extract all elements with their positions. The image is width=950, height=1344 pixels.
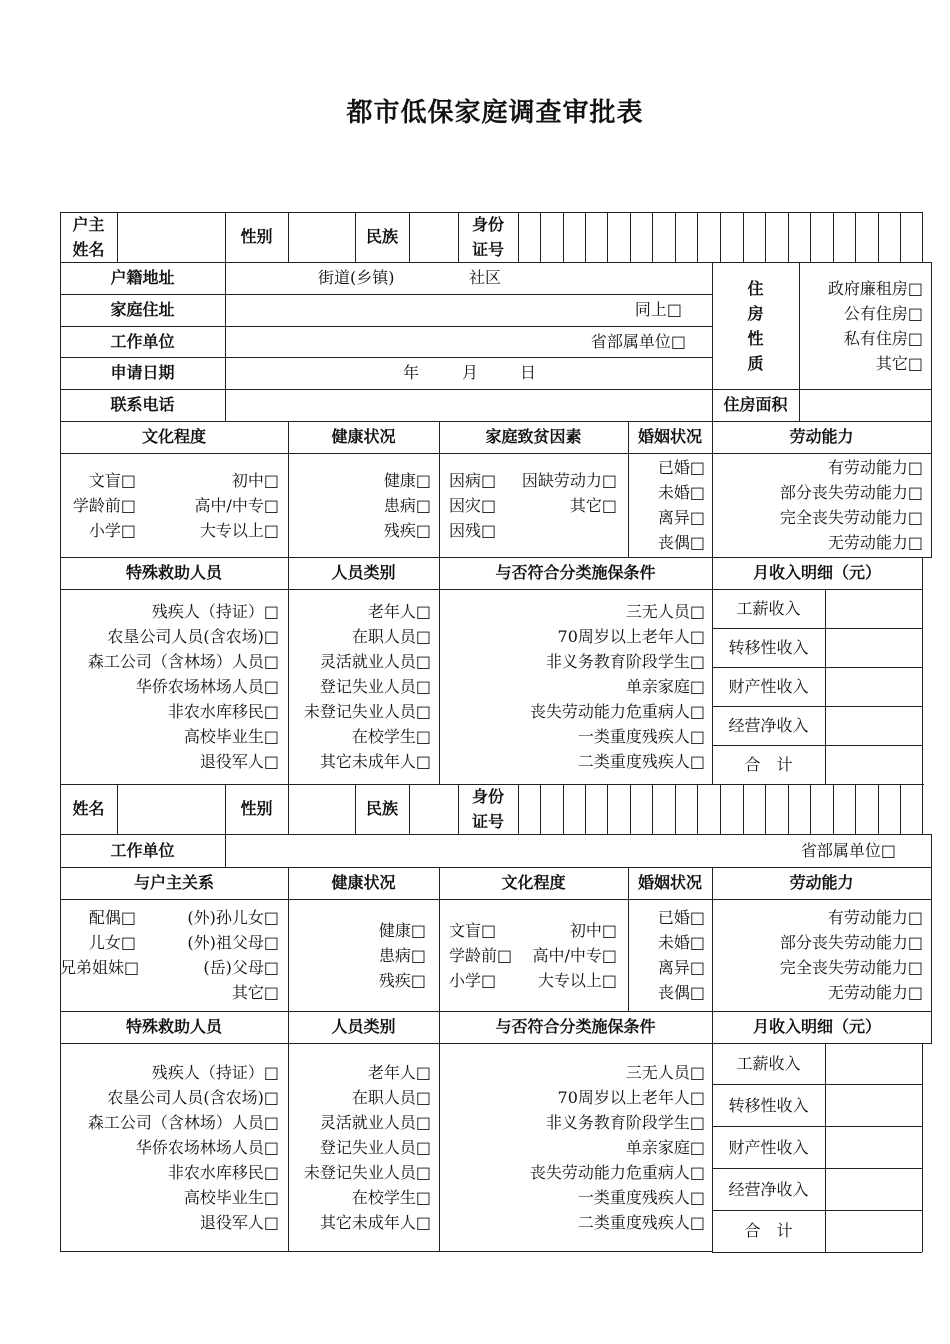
member-education-options-right[interactable]: 初中□ 高中/中专□ 大专以上□ [532, 921, 617, 990]
poverty-options-right[interactable]: 因缺劳动力□ 其它□ [521, 471, 617, 515]
registered-address-label: 户籍地址 [110, 268, 175, 287]
income-transfer: 转移性收入 [728, 638, 809, 657]
income-salary: 工薪收入 [736, 599, 801, 618]
member-marital-header: 婚姻状况 [637, 873, 702, 892]
member-marital-options[interactable]: 已婚□ 未婚□ 离异□ 丧偶□ [657, 908, 705, 1002]
id-number-label: 身份 证号 [471, 215, 504, 259]
education-options-left[interactable]: 文盲□ 学龄前□ 小学□ [72, 471, 136, 540]
street-fill: 街道(乡镇) [318, 268, 395, 287]
date-year: 年 [403, 363, 420, 382]
member-gender-label: 性别 [240, 799, 273, 818]
category-options[interactable]: 老年人□ 在职人员□ 灵活就业人员□ 登记失业人员□ 未登记失业人员□ 在校学生□ 其它未成年人□ [303, 602, 431, 771]
special-aid-options[interactable]: 残疾人（持证）□ 农垦公司人员(含农场)□ 森工公司（含林场）人员□ 华侨农场林场人员□ 非农水库移民□ 高校毕业生□ 退役军人□ [87, 602, 279, 771]
member-income-total: 合 计 [744, 1221, 793, 1240]
member-relation-options-left[interactable]: 配偶□ 儿女□ 兄弟姐妹□ [60, 908, 140, 977]
labor-header: 劳动能力 [789, 427, 854, 446]
labor-options[interactable]: 有劳动能力□ 部分丧失劳动能力□ 完全丧失劳动能力□ 无劳动能力□ [779, 458, 923, 552]
education-options-right[interactable]: 初中□ 高中/中专□ 大专以上□ [194, 471, 279, 540]
ethnicity-label: 民族 [365, 227, 398, 246]
member-health-header: 健康状况 [331, 873, 396, 892]
housing-options[interactable]: 政府廉租房□ 公有住房□ 私有住房□ 其它□ [827, 279, 923, 373]
marital-options[interactable]: 已婚□ 未婚□ 离异□ 丧偶□ [657, 458, 705, 552]
member-education-header: 文化程度 [501, 873, 566, 892]
member-conditions-header: 与否符合分类施保条件 [495, 1017, 656, 1036]
owner-name-label: 户主 姓名 [72, 215, 105, 259]
education-header: 文化程度 [141, 427, 206, 446]
health-header: 健康状况 [331, 427, 396, 446]
income-total: 合 计 [744, 755, 793, 774]
phone-label: 联系电话 [110, 395, 175, 414]
member-income-salary: 工薪收入 [736, 1054, 801, 1073]
income-business: 经营净收入 [728, 716, 809, 735]
page-title: 都市低保家庭调查审批表 [346, 98, 644, 128]
home-address-label: 家庭住址 [110, 300, 175, 319]
member-special-aid-options[interactable]: 残疾人（持证）□ 农垦公司人员(含农场)□ 森工公司（含林场）人员□ 华侨农场林场人员□ 非农水库移民□ 高校毕业生□ 退役军人□ [87, 1063, 279, 1232]
member-conditions-options[interactable]: 三无人员□ 70周岁以上老年人□ 非义务教育阶段学生□ 单亲家庭□ 丧失劳动能力危重病人□ 一类重度残疾人□ 二类重度残疾人□ [529, 1063, 705, 1232]
gender-label: 性别 [240, 227, 273, 246]
conditions-options[interactable]: 三无人员□ 70周岁以上老年人□ 非义务教育阶段学生□ 单亲家庭□ 丧失劳动能力危重病人□ 一类重度残疾人□ 二类重度残疾人□ [529, 602, 705, 771]
apply-date-label: 申请日期 [110, 363, 175, 382]
member-labor-header: 劳动能力 [789, 873, 854, 892]
member-name-label: 姓名 [72, 799, 105, 818]
member-income-property: 财产性收入 [728, 1138, 809, 1157]
special-aid-header: 特殊救助人员 [125, 563, 222, 582]
date-month: 月 [462, 363, 479, 382]
member-special-aid-header: 特殊救助人员 [125, 1017, 222, 1036]
community-fill: 社区 [469, 268, 502, 287]
member-education-options-left[interactable]: 文盲□ 学龄前□ 小学□ [449, 921, 513, 990]
member-income-business: 经营净收入 [728, 1180, 809, 1199]
member-work-unit-label: 工作单位 [110, 841, 175, 860]
income-header: 月收入明细（元） [752, 563, 881, 582]
member-id-number-label: 身份 证号 [471, 787, 504, 831]
category-header: 人员类别 [331, 563, 396, 582]
housing-area-label: 住房面积 [723, 395, 788, 414]
income-property: 财产性收入 [728, 677, 809, 696]
member-labor-options[interactable]: 有劳动能力□ 部分丧失劳动能力□ 完全丧失劳动能力□ 无劳动能力□ [779, 908, 923, 1002]
work-unit-label: 工作单位 [110, 332, 175, 351]
member-health-options[interactable]: 健康□ 患病□ 残疾□ [378, 921, 426, 990]
date-day: 日 [520, 363, 537, 382]
poverty-factor-header: 家庭致贫因素 [485, 427, 582, 446]
same-as-above-checkbox[interactable]: 同上□ [634, 300, 682, 319]
health-options[interactable]: 健康□ 患病□ 残疾□ [383, 471, 431, 540]
member-income-header: 月收入明细（元） [752, 1017, 881, 1036]
marital-header: 婚姻状况 [637, 427, 702, 446]
housing-nature-label: 住 房 性 质 [747, 279, 764, 373]
member-ethnicity-label: 民族 [365, 799, 398, 818]
provincial-unit-checkbox[interactable]: 省部属单位□ [590, 332, 686, 351]
poverty-options-left[interactable]: 因病□ 因灾□ 因残□ [449, 471, 497, 540]
member-relation-header: 与户主关系 [133, 873, 214, 892]
member-relation-options-right[interactable]: (外)孙儿女□ (外)祖父母□ (岳)父母□ 其它□ [187, 908, 279, 1002]
member-income-transfer: 转移性收入 [728, 1096, 809, 1115]
member-category-options[interactable]: 老年人□ 在职人员□ 灵活就业人员□ 登记失业人员□ 未登记失业人员□ 在校学生□ 其它未成年人□ [303, 1063, 431, 1232]
member-provincial-unit-checkbox[interactable]: 省部属单位□ [800, 841, 896, 860]
conditions-header: 与否符合分类施保条件 [495, 563, 656, 582]
member-category-header: 人员类别 [331, 1017, 396, 1036]
